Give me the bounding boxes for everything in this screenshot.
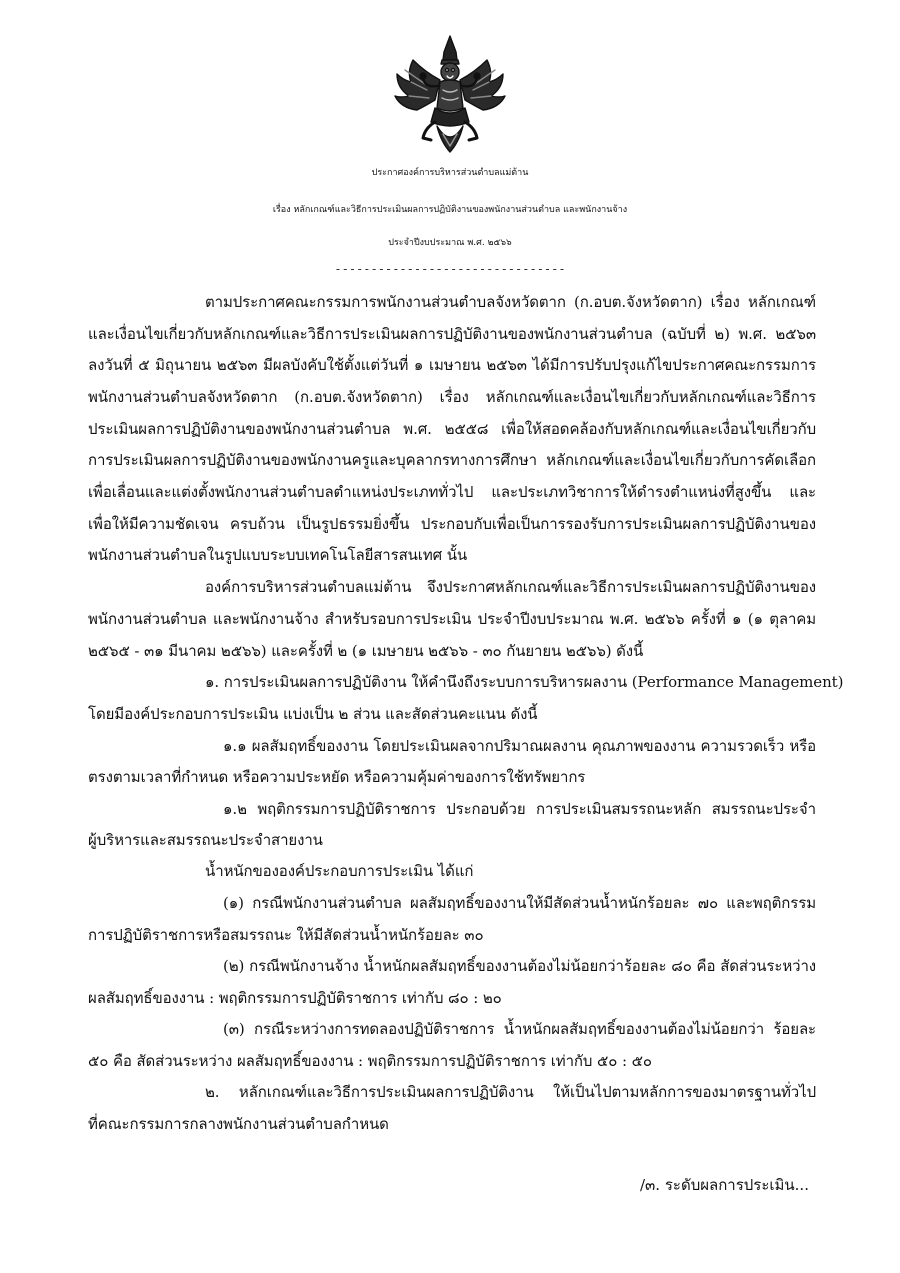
paragraph-1-line: ลงวันที่ ๕ มิถุนายน ๒๕๖๓ มีผลบังคับใช้ตั้งแต่วันที่ ๑ เมษายน ๒๕๖๓ ได้มีการปรับปรุงแก้ไขประกาศคณะกรรมการ bbox=[88, 356, 816, 374]
weight-case-1-line: (๑) กรณีพนักงานส่วนตำบล ผลสัมฤทธิ์ของงานให้มีสัดส่วนน้ำหนักร้อยละ ๗๐ และพฤติกรรม bbox=[223, 894, 816, 912]
weight-case-1-line: การปฏิบัติราชการหรือสมรรถนะ ให้มีสัดส่วนน้ำหนักร้อยละ ๓๐ bbox=[88, 926, 484, 944]
section-1-line: ๑. การประเมินผลการปฏิบัติงาน ให้คำนึงถึงระบบการบริหารผลงาน (Performance Management) bbox=[205, 673, 844, 691]
paragraph-1-line: ตามประกาศคณะกรรมการพนักงานส่วนตำบลจังหวัดตาก (ก.อบต.จังหวัดตาก) เรื่อง หลักเกณฑ์ bbox=[205, 293, 816, 311]
weight-case-2-line: (๒) กรณีพนักงานจ้าง น้ำหนักผลสัมฤทธิ์ของงานต้องไม่น้อยกว่าร้อยละ ๘๐ คือ สัดส่วนระหว่าง bbox=[223, 957, 816, 975]
paragraph-1-line: และเงื่อนไขเกี่ยวกับหลักเกณฑ์และวิธีการประเมินผลการปฏิบัติงานของพนักงานส่วนตำบล (ฉบับที่ ๒) พ.ศ. ๒๕๖๓ bbox=[88, 325, 816, 343]
section-2-line: ๒. หลักเกณฑ์และวิธีการประเมินผลการปฏิบัติงาน ให้เป็นไปตามหลักการของมาตรฐานทั่วไป bbox=[205, 1083, 816, 1101]
garuda-emblem-icon bbox=[385, 30, 515, 160]
paragraph-1-line: พนักงานส่วนตำบลในรูปแบบระบบเทคโนโลยีสารสนเทศ นั้น bbox=[88, 546, 468, 564]
section-1-2-line: ๑.๒ พฤติกรรมการปฏิบัติราชการ ประกอบด้วย การประเมินสมรรถนะหลัก สมรรถนะประจำ bbox=[223, 800, 816, 818]
paragraph-1-line: พนักงานส่วนตำบลจังหวัดตาก (ก.อบต.จังหวัดตาก) เรื่อง หลักเกณฑ์และเงื่อนไขเกี่ยวกับหลักเกณฑ์และวิธีการ bbox=[88, 388, 816, 406]
next-page-marker: /๓. ระดับผลการประเมิน... bbox=[640, 1176, 809, 1194]
paragraph-2-line: ๒๕๖๕ - ๓๑ มีนาคม ๒๕๖๖) และครั้งที่ ๒ (๑ เมษายน ๒๕๖๖ - ๓๐ กันยายน ๒๕๖๖) ดังนี้ bbox=[88, 642, 644, 660]
section-1-1-line: ๑.๑ ผลสัมฤทธิ์ของงาน โดยประเมินผลจากปริมาณผลงาน คุณภาพของงาน ความรวดเร็ว หรือ bbox=[223, 737, 816, 755]
fiscal-year-line: ประจำปีงบประมาณ พ.ศ. ๒๕๖๖ bbox=[388, 238, 512, 248]
section-2-line: ที่คณะกรรมการกลางพนักงานส่วนตำบลกำหนด bbox=[88, 1115, 389, 1133]
weight-case-3-line: ๕๐ คือ สัดส่วนระหว่าง ผลสัมฤทธิ์ของงาน : พฤติกรรมการปฏิบัติราชการ เท่ากับ ๕๐ : ๕๐ bbox=[88, 1052, 652, 1070]
paragraph-1-line: เพื่อเลื่อนและแต่งตั้งพนักงานส่วนตำบลตำแหน่งประเภททั่วไป และประเภทวิชาการให้ดำรงตำแหน่งที่สูงขึ้น และ bbox=[88, 483, 816, 501]
section-1-1-line: ตรงตามเวลาที่กำหนด หรือความประหยัด หรือความคุ้มค่าของการใช้ทรัพยากร bbox=[88, 768, 586, 786]
paragraph-2-line: พนักงานส่วนตำบล และพนักงานจ้าง สำหรับรอบการประเมิน ประจำปีงบประมาณ พ.ศ. ๒๕๖๖ ครั้งที่ ๑ (๑ ตุลาคม bbox=[88, 610, 816, 628]
section-1-2-line: ผู้บริหารและสมรรถนะประจำสายงาน bbox=[88, 831, 323, 849]
paragraph-2-line: องค์การบริหารส่วนตำบลแม่ต้าน จึงประกาศหลักเกณฑ์และวิธีการประเมินผลการปฏิบัติงานของ bbox=[205, 578, 816, 596]
announcement-subject: เรื่อง หลักเกณฑ์และวิธีการประเมินผลการปฏิบัติงานของพนักงานส่วนตำบล และพนักงานจ้าง bbox=[272, 205, 628, 215]
weight-case-3-line: (๓) กรณีระหว่างการทดลองปฏิบัติราชการ น้ำหนักผลสัมฤทธิ์ของงานต้องไม่น้อยกว่า ร้อยละ bbox=[223, 1020, 816, 1038]
section-1-line: โดยมีองค์ประกอบการประเมิน แบ่งเป็น ๒ ส่วน และสัดส่วนคะแนน ดังนี้ bbox=[88, 705, 538, 723]
weight-title: น้ำหนักขององค์ประกอบการประเมิน ได้แก่ bbox=[205, 862, 474, 880]
paragraph-1-line: ประเมินผลการปฏิบัติงานของพนักงานส่วนตำบล พ.ศ. ๒๕๕๘ เพื่อให้สอดคล้องกับหลักเกณฑ์และเงื่อนไขเกี่ยวกับ bbox=[88, 420, 816, 438]
paragraph-1-line: เพื่อให้มีความชัดเจน ครบถ้วน เป็นรูปธรรมยิ่งขึ้น ประกอบกับเพื่อเป็นการรองรับการประเมินผลการปฏิบัติงานของ bbox=[88, 515, 816, 533]
announcement-title: ประกาศองค์การบริหารส่วนตำบลแม่ต้าน bbox=[371, 168, 529, 178]
dash-divider: -------------------------------- bbox=[334, 262, 566, 276]
paragraph-1-line: การประเมินผลการปฏิบัติงานของพนักงานครูและบุคลากรทางการศึกษา หลักเกณฑ์และเงื่อนไขเกี่ยวกับการคัดเลือก bbox=[88, 451, 816, 469]
weight-case-2-line: ผลสัมฤทธิ์ของงาน : พฤติกรรมการปฏิบัติราชการ เท่ากับ ๘๐ : ๒๐ bbox=[88, 989, 502, 1007]
